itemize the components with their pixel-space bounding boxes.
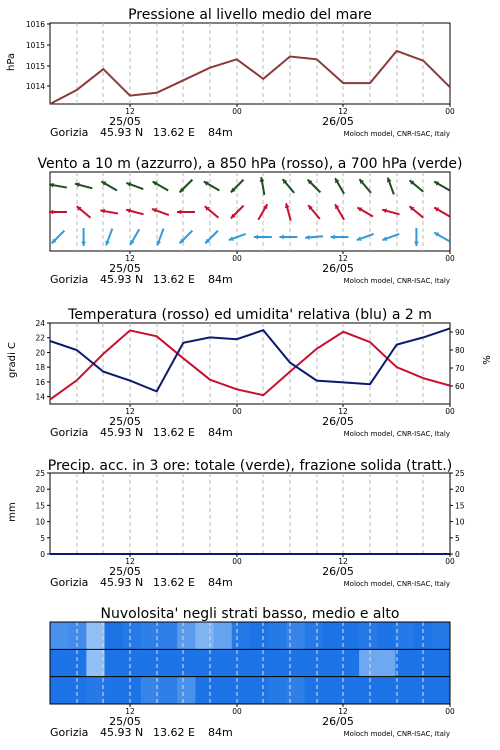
model-credit: Moloch model, CNR-ISAC, Italy — [343, 580, 450, 588]
y-tick-label: 0 — [40, 550, 45, 559]
cloud-cell — [177, 677, 196, 704]
pressure-ylabel: hPa — [6, 52, 17, 72]
date-label: 26/05 — [322, 415, 354, 428]
cloud-cell — [195, 649, 214, 676]
x-tick-label: 00 — [445, 407, 455, 416]
station-lat: 45.93 N — [100, 126, 144, 139]
cloud-cell — [177, 622, 196, 649]
model-credit: Moloch model, CNR-ISAC, Italy — [343, 277, 450, 285]
cloud-cell — [214, 649, 233, 676]
cloud-cell — [395, 649, 414, 676]
y-tick-label: 20 — [35, 485, 45, 495]
x-tick-label: 12 — [338, 407, 348, 416]
x-tick-label: 00 — [232, 254, 242, 263]
cloud-cell — [268, 622, 287, 649]
cloud-cell — [123, 622, 142, 649]
cloud-cell — [286, 649, 305, 676]
station-name: Gorizia — [50, 426, 89, 439]
wind-arrowhead — [177, 210, 181, 215]
cloud-cell — [86, 649, 105, 676]
cloud-cell — [341, 677, 360, 704]
x-tick-label: 00 — [445, 107, 455, 116]
wind-plot — [49, 172, 455, 286]
cloud-cell — [214, 622, 233, 649]
cloud-cell — [50, 649, 69, 676]
cloud-cell — [359, 677, 378, 704]
station-lat: 45.93 N — [100, 576, 144, 589]
y-tick-label: 15 — [35, 501, 45, 511]
y-tick-label-right: 0 — [455, 550, 460, 559]
y-tick-label: 1014 — [25, 82, 45, 91]
y-tick-label: 10 — [35, 517, 45, 527]
cloud-cell — [323, 677, 342, 704]
x-tick-label: 12 — [125, 254, 135, 263]
x-tick-label: 00 — [445, 707, 455, 716]
cloud-cell — [286, 677, 305, 704]
cloud-cell — [105, 677, 124, 704]
cloud-cell — [195, 622, 214, 649]
y-tick-label-right: 5 — [455, 533, 460, 543]
y-tick-label: 24 — [35, 319, 45, 328]
x-tick-label: 00 — [232, 707, 242, 716]
date-label: 26/05 — [322, 565, 354, 578]
humidity-ylabel: % — [482, 355, 493, 365]
date-label: 26/05 — [322, 115, 354, 128]
date-label: 26/05 — [322, 715, 354, 728]
model-credit: Moloch model, CNR-ISAC, Italy — [343, 730, 450, 738]
cloud-cell — [159, 622, 178, 649]
cloud-cell — [105, 649, 124, 676]
y-tick-label: 22 — [35, 333, 45, 343]
y-tick-label: 20 — [35, 348, 45, 358]
cloud-cell — [50, 622, 69, 649]
station-elevation: 84m — [208, 576, 233, 589]
cloud-cell — [123, 649, 142, 676]
date-label: 25/05 — [109, 715, 141, 728]
cloud-cell — [232, 622, 251, 649]
station-name: Gorizia — [50, 576, 89, 589]
cloud-cell — [268, 677, 287, 704]
temp-plot — [35, 319, 464, 439]
cloud-cell — [123, 677, 142, 704]
wind-arrowhead — [305, 235, 310, 240]
cloud-cell — [159, 649, 178, 676]
date-label: 25/05 — [109, 415, 141, 428]
y-tick-label-right: 25 — [455, 469, 465, 478]
y-tick-label-right: 70 — [455, 364, 465, 373]
station-lon: 13.62 E — [153, 726, 195, 739]
cloud-cell — [377, 677, 396, 704]
cloud-cell — [323, 622, 342, 649]
x-tick-label: 00 — [232, 407, 242, 416]
precip-title: Precip. acc. in 3 ore: totale (verde), frazione solida (tratt.) — [47, 458, 453, 474]
date-label: 25/05 — [109, 262, 141, 275]
cloud-cell — [68, 649, 87, 676]
wind-arrowhead — [254, 235, 258, 240]
x-tick-label: 12 — [125, 107, 135, 116]
y-tick-label-right: 60 — [455, 382, 465, 391]
x-tick-label: 00 — [232, 557, 242, 566]
y-tick-label: 16 — [35, 377, 45, 387]
temp-ylabel: gradi C — [7, 342, 18, 378]
cloud-cell — [250, 622, 269, 649]
cloud-cell — [86, 677, 105, 704]
y-tick-label-right: 20 — [455, 485, 465, 495]
cloud-cell — [305, 677, 324, 704]
cloud-cell — [341, 622, 360, 649]
x-tick-label: 00 — [232, 107, 242, 116]
cloud-cell — [286, 622, 305, 649]
x-tick-label: 12 — [338, 254, 348, 263]
cloud-cell — [86, 622, 105, 649]
temperature-line — [50, 330, 450, 399]
wind-title: Vento a 10 m (azzurro), a 850 hPa (rosso), a 700 hPa (verde) — [37, 156, 463, 172]
cloud-cell — [432, 649, 451, 676]
x-tick-label: 00 — [445, 254, 455, 263]
wind-arrowhead — [279, 235, 283, 240]
station-lat: 45.93 N — [100, 273, 144, 286]
cloud-cell — [250, 649, 269, 676]
cloud-cell — [359, 649, 378, 676]
y-tick-label: 18 — [35, 363, 45, 373]
plot-frame — [50, 473, 450, 554]
cloud-cell — [232, 649, 251, 676]
y-tick-label-right: 90 — [455, 328, 465, 337]
precip-plot — [35, 469, 464, 589]
temp-title: Temperatura (rosso) ed umidita' relativa (blu) a 2 m — [68, 307, 432, 323]
cloud-cell — [377, 649, 396, 676]
cloud-cell — [268, 649, 287, 676]
cloud-cell — [395, 622, 414, 649]
model-credit: Moloch model, CNR-ISAC, Italy — [343, 130, 450, 138]
station-elevation: 84m — [208, 126, 233, 139]
cloud-cell — [68, 622, 87, 649]
station-elevation: 84m — [208, 726, 233, 739]
x-tick-label: 12 — [125, 557, 135, 566]
pressure-title: Pressione al livello medio del mare — [128, 7, 372, 23]
cloud-cell — [432, 622, 451, 649]
cloud-cell — [214, 677, 233, 704]
y-tick-label: 1015 — [25, 41, 45, 50]
y-tick-label: 1016 — [25, 20, 45, 29]
date-label: 25/05 — [109, 565, 141, 578]
cloud-cell — [177, 649, 196, 676]
station-name: Gorizia — [50, 726, 89, 739]
x-tick-label: 12 — [338, 557, 348, 566]
cloud-title: Nuvolosita' negli strati basso, medio e alto — [100, 606, 400, 622]
date-label: 25/05 — [109, 115, 141, 128]
y-tick-label: 14 — [35, 392, 45, 402]
cloud-cell — [377, 622, 396, 649]
cloud-cell — [195, 677, 214, 704]
cloud-cell — [159, 677, 178, 704]
station-elevation: 84m — [208, 273, 233, 286]
plot-frame — [50, 23, 450, 104]
cloud-cell — [305, 649, 324, 676]
x-tick-label: 12 — [338, 107, 348, 116]
station-elevation: 84m — [208, 426, 233, 439]
station-name: Gorizia — [50, 126, 89, 139]
x-tick-label: 12 — [125, 407, 135, 416]
station-lat: 45.93 N — [100, 426, 144, 439]
y-tick-label: 25 — [35, 469, 45, 478]
station-lon: 13.62 E — [153, 126, 195, 139]
wind-arrowhead — [331, 235, 335, 240]
x-tick-label: 12 — [338, 707, 348, 716]
y-tick-label: 1015 — [25, 62, 45, 71]
cloud-plot — [50, 622, 455, 739]
pressure-plot — [26, 20, 455, 139]
y-tick-label: 5 — [40, 533, 45, 543]
cloud-cell — [395, 677, 414, 704]
wind-arrowhead — [81, 242, 86, 246]
x-tick-label: 12 — [125, 707, 135, 716]
y-tick-label-right: 80 — [455, 346, 465, 355]
cloud-cell — [105, 622, 124, 649]
wind-arrowhead — [414, 242, 419, 246]
station-lon: 13.62 E — [153, 426, 195, 439]
station-lon: 13.62 E — [153, 273, 195, 286]
x-tick-label: 00 — [445, 557, 455, 566]
pressure-line — [50, 51, 450, 104]
cloud-cell — [359, 622, 378, 649]
cloud-cell — [341, 649, 360, 676]
cloud-cell — [50, 677, 69, 704]
cloud-cell — [232, 677, 251, 704]
station-lon: 13.62 E — [153, 576, 195, 589]
cloud-cell — [250, 677, 269, 704]
model-credit: Moloch model, CNR-ISAC, Italy — [343, 430, 450, 438]
cloud-cell — [432, 677, 451, 704]
cloud-cell — [323, 649, 342, 676]
cloud-cell — [68, 677, 87, 704]
station-lat: 45.93 N — [100, 726, 144, 739]
date-label: 26/05 — [322, 262, 354, 275]
cloud-cell — [305, 622, 324, 649]
station-name: Gorizia — [50, 273, 89, 286]
y-tick-label-right: 10 — [455, 517, 465, 527]
precip-ylabel: mm — [7, 502, 18, 522]
y-tick-label-right: 15 — [455, 501, 465, 511]
